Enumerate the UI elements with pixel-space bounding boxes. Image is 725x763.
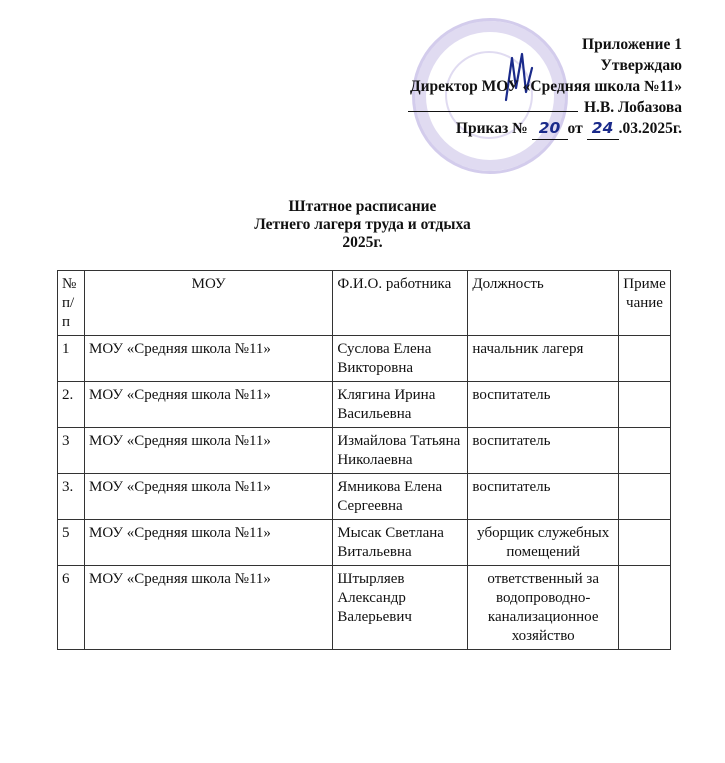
- order-day-blank: [587, 118, 619, 140]
- cell-position: воспитатель: [468, 428, 619, 474]
- table-row: [58, 566, 671, 650]
- cell-note: [619, 428, 671, 474]
- approve-label: Утверждаю: [600, 57, 682, 74]
- cell-fio: Штырляев Александр Валерьевич: [333, 566, 468, 650]
- title-line-2: Летнего лагеря труда и отдыха: [254, 216, 471, 233]
- cell-note: [619, 336, 671, 382]
- approval-header: [322, 34, 682, 140]
- order-prefix: Приказ №: [455, 120, 528, 137]
- cell-note: [619, 520, 671, 566]
- header-position: Должность: [468, 271, 619, 336]
- cell-fio: Мысак Светлана Витальевна: [333, 520, 468, 566]
- cell-mou: МОУ «Средняя школа №11»: [85, 520, 333, 566]
- title-line-3: 2025г.: [342, 234, 383, 251]
- staff-table: [57, 270, 671, 650]
- order-line: [322, 118, 682, 140]
- cell-position: воспитатель: [468, 474, 619, 520]
- order-number: 20: [538, 119, 561, 137]
- table-header-row: [58, 271, 671, 336]
- cell-fio: Ямникова Елена Сергеевна: [333, 474, 468, 520]
- header-mou: МОУ: [85, 271, 333, 336]
- cell-position: ответственный за водопроводно-канализационное хозяйство: [468, 566, 619, 650]
- cell-num: 1: [58, 336, 85, 382]
- cell-note: [619, 382, 671, 428]
- header-num: № п/п: [58, 271, 85, 336]
- cell-mou: МОУ «Средняя школа №11»: [85, 428, 333, 474]
- cell-mou: МОУ «Средняя школа №11»: [85, 474, 333, 520]
- cell-fio: Клягина Ирина Васильевна: [333, 382, 468, 428]
- cell-num: 3: [58, 428, 85, 474]
- title-line-1: Штатное расписание: [288, 198, 437, 215]
- appendix-label: Приложение 1: [582, 36, 682, 53]
- cell-mou: МОУ «Средняя школа №11»: [85, 566, 333, 650]
- cell-note: [619, 566, 671, 650]
- header-fio: Ф.И.О. работника: [333, 271, 468, 336]
- order-day: 24: [591, 119, 614, 137]
- cell-note: [619, 474, 671, 520]
- table-row: [58, 474, 671, 520]
- order-number-blank: [532, 118, 568, 140]
- header-note: Примечание: [619, 271, 671, 336]
- table-row: [58, 428, 671, 474]
- cell-position: уборщик служебных помещений: [468, 520, 619, 566]
- cell-num: 3.: [58, 474, 85, 520]
- document-title: [0, 198, 725, 252]
- director-signature-line: [322, 97, 682, 118]
- cell-mou: МОУ «Средняя школа №11»: [85, 382, 333, 428]
- cell-fio: Измайлова Татьяна Николаевна: [333, 428, 468, 474]
- table-row: [58, 336, 671, 382]
- order-from: от: [567, 120, 583, 137]
- cell-position: начальник лагеря: [468, 336, 619, 382]
- director-title: Директор МОУ «Средняя школа №11»: [409, 78, 682, 95]
- table-row: [58, 520, 671, 566]
- table-row: [58, 382, 671, 428]
- cell-num: 2.: [58, 382, 85, 428]
- signature-underline: [408, 97, 578, 112]
- director-name: Н.В. Лобазова: [583, 99, 682, 116]
- cell-num: 6: [58, 566, 85, 650]
- order-date-suffix: .03.2025г.: [618, 120, 682, 137]
- cell-mou: МОУ «Средняя школа №11»: [85, 336, 333, 382]
- cell-num: 5: [58, 520, 85, 566]
- cell-fio: Суслова Елена Викторовна: [333, 336, 468, 382]
- cell-position: воспитатель: [468, 382, 619, 428]
